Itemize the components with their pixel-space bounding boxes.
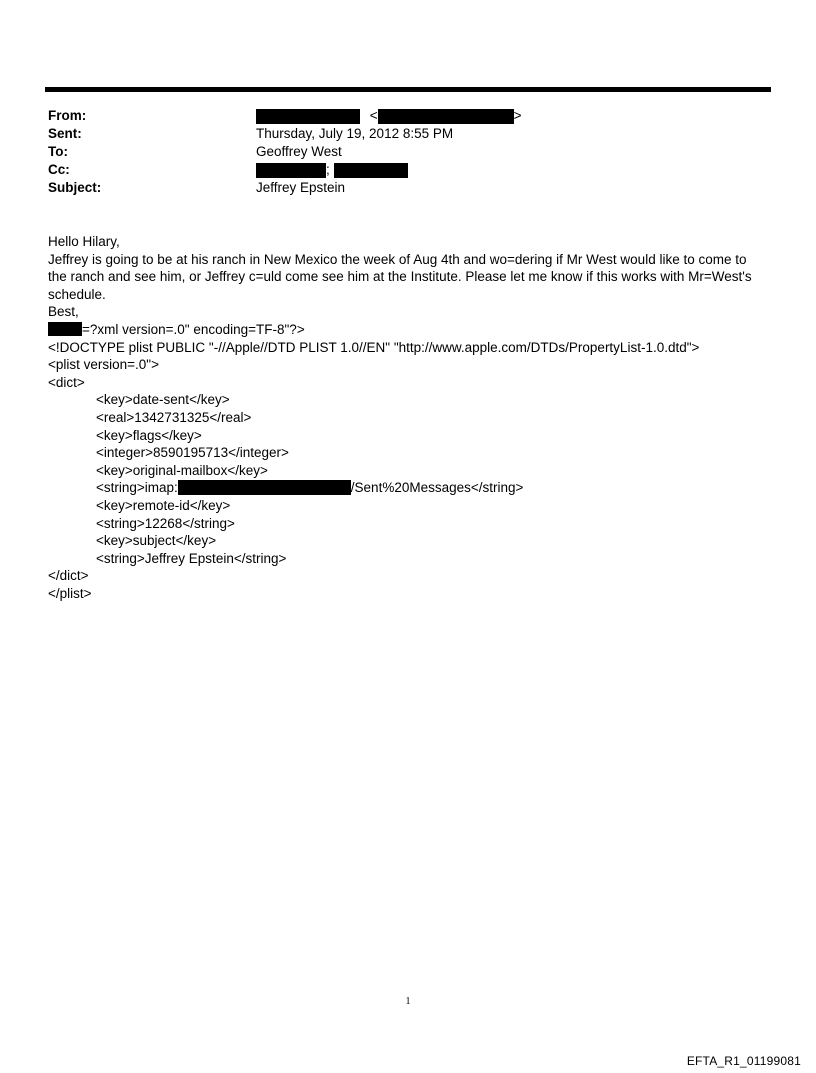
from-row <box>48 107 768 125</box>
document-id: EFTA_R1_01199081 <box>686 1054 801 1068</box>
mailbox-prefix: <string>imap: <box>96 480 178 496</box>
xml-declaration: =?xml version=.0" encoding=TF-8"?> <box>82 321 305 337</box>
plist-value-remote-id: <string>12268</string> <box>96 515 235 531</box>
subject-value: Jeffrey Epstein <box>256 180 346 195</box>
dict-open-tag: <dict> <box>48 374 85 390</box>
plist-value-real: <real>1342731325</real> <box>96 409 252 425</box>
email-header <box>48 107 768 197</box>
sent-value: Thursday, July 19, 2012 8:55 PM <box>256 126 454 141</box>
redaction-block <box>256 163 326 178</box>
doctype-line: <!DOCTYPE plist PUBLIC "-//Apple//DTD PLIST 1.0//EN" "http://www.apple.com/DTDs/PropertyList-1.0.dtd"> <box>48 339 700 355</box>
page-number: 1 <box>405 996 411 1007</box>
cc-separator: ; <box>326 162 330 177</box>
mailbox-suffix: /Sent%20Messages</string> <box>350 480 524 496</box>
plist-value-mailbox <box>48 479 768 497</box>
greeting: Hello Hilary, <box>48 234 120 249</box>
from-value <box>256 107 522 125</box>
cc-value <box>256 161 408 179</box>
plist-value-subject: <string>Jeffrey Epstein</string> <box>96 550 287 566</box>
sent-label: Sent: <box>48 126 82 141</box>
plist-open-tag: <plist version=.0"> <box>48 357 159 373</box>
plist-key-remote-id: <key>remote-id</key> <box>96 497 231 513</box>
plist-key-flags: <key>flags</key> <box>96 427 202 443</box>
body-paragraph: Jeffrey is going to be at his ranch in New Mexico the week of Aug 4th and wo=dering if Mr West would like to come to the ranch and see him, or Jeffrey c=uld come see him at the Institute. Please let me know if this works with Mr=West's schedule. <box>48 251 752 302</box>
plist-key-date-sent: <key>date-sent</key> <box>96 392 230 408</box>
sent-row <box>48 125 768 143</box>
cc-label: Cc: <box>48 162 70 177</box>
email-body <box>48 233 768 602</box>
subject-row <box>48 179 768 197</box>
to-value: Geoffrey West <box>256 144 342 159</box>
to-label: To: <box>48 144 68 159</box>
redaction-block <box>48 322 82 336</box>
plist-close-tag: </plist> <box>48 585 92 601</box>
plist-key-original-mailbox: <key>original-mailbox</key> <box>96 462 268 478</box>
cc-row <box>48 161 768 179</box>
plist-value-integer: <integer>8590195713</integer> <box>96 445 289 461</box>
top-rule <box>45 87 771 92</box>
dict-close-tag: </dict> <box>48 568 89 584</box>
redaction-block <box>178 480 351 495</box>
plist-key-subject: <key>subject</key> <box>96 533 217 549</box>
signoff: Best, <box>48 304 79 320</box>
redaction-block <box>378 109 514 124</box>
from-lt: < <box>369 108 378 123</box>
subject-label: Subject: <box>48 180 102 195</box>
from-label: From: <box>48 108 87 123</box>
from-gt: > <box>513 108 522 123</box>
xml-declaration-line <box>48 321 768 339</box>
redaction-block <box>256 109 360 124</box>
redaction-block <box>334 163 408 178</box>
to-row <box>48 143 768 161</box>
